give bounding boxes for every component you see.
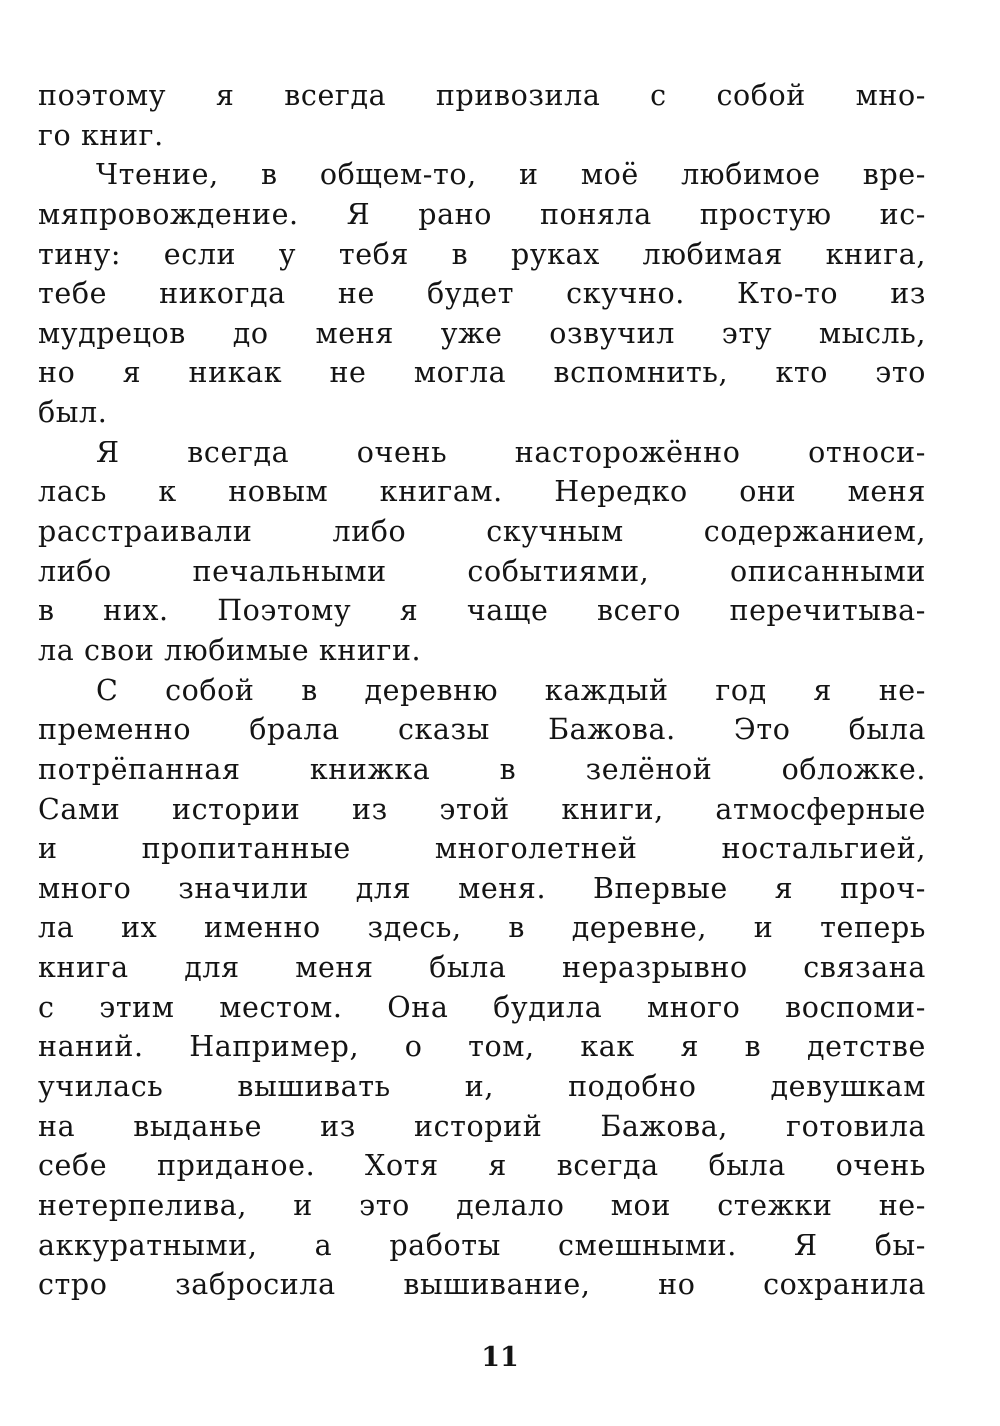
text-line: либо печальными событиями, описанными: [38, 554, 926, 588]
paragraph-first-line: Чтение, в общем-то, и моё любимое вре-: [96, 158, 926, 192]
text-line: себе приданое. Хотя я всегда была очень: [38, 1149, 926, 1183]
text-line: но я никак не могла вспомнить, кто это: [38, 356, 926, 390]
text-line: с этим местом. Она будила много воспоми-: [38, 990, 926, 1024]
text-line: поэтому я всегда привозила с собой мно-: [38, 79, 926, 112]
text-line: аккуратными, а работы смешными. Я бы-: [38, 1228, 926, 1262]
paragraph-first-line: С собой в деревню каждый год я не-: [96, 673, 926, 707]
text-line: много значили для меня. Впервые я проч-: [38, 871, 926, 905]
text-line: на выданье из историй Бажова, готовила: [38, 1109, 926, 1143]
text-line: пременно брала сказы Бажова. Это была: [38, 713, 926, 747]
page-number: 11: [481, 1342, 519, 1373]
paragraph-first-line: Я всегда очень насторожённо относи-: [96, 435, 926, 469]
text-line: мудрецов до меня уже озвучил эту мысль,: [38, 316, 926, 350]
text-line: тебе никогда не будет скучно. Кто-то из: [38, 277, 926, 311]
text-line: нетерпелива, и это делало мои стежки не-: [38, 1188, 926, 1222]
text-line: потрёпанная книжка в зелёной обложке.: [38, 752, 926, 786]
text-line: лась к новым книгам. Нередко они меня: [38, 475, 926, 509]
text-line: был.: [38, 396, 108, 430]
text-line: и пропитанные многолетней ностальгией,: [38, 832, 926, 866]
text-line: го книг.: [38, 118, 164, 152]
text-line: расстраивали либо скучным содержанием,: [38, 515, 926, 549]
text-line: Сами истории из этой книги, атмосферные: [38, 792, 926, 826]
text-line: в них. Поэтому я чаще всего перечитыва-: [38, 594, 926, 628]
text-line: ла свои любимые книги.: [38, 633, 422, 667]
text-line: училась вышивать и, подобно девушкам: [38, 1070, 926, 1104]
text-line: ла их именно здесь, в деревне, и теперь: [38, 911, 926, 945]
page-body-text: [38, 76, 926, 1305]
text-line: стро забросила вышивание, но сохранила: [38, 1268, 926, 1302]
text-line: мяпровождение. Я рано поняла простую ис-: [38, 197, 926, 231]
text-line: книга для меня была неразрывно связана: [38, 951, 926, 985]
text-line: наний. Например, о том, как я в детстве: [38, 1030, 926, 1064]
text-line: тину: если у тебя в руках любимая книга,: [38, 237, 926, 271]
